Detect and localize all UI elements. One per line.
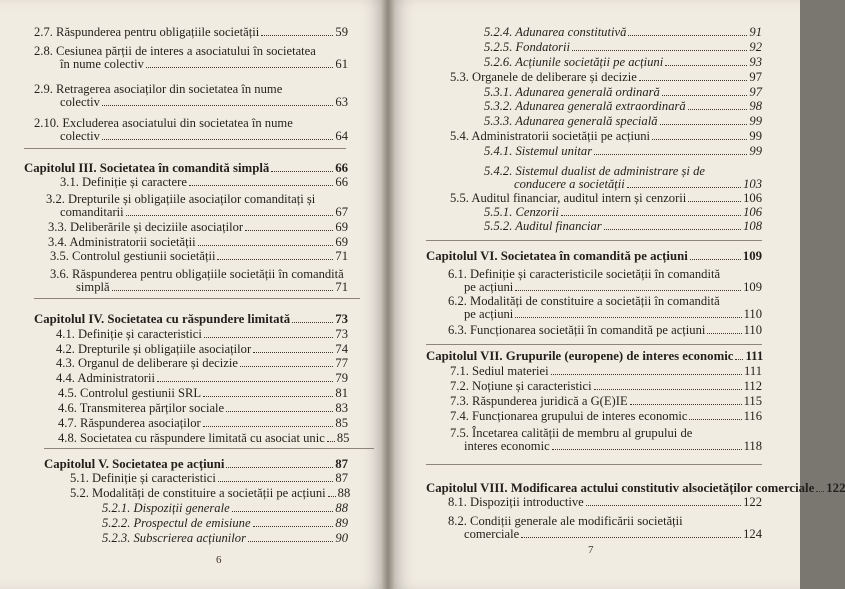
- toc-page-number: 111: [745, 349, 764, 363]
- toc-section-entry[interactable]: [448, 324, 762, 337]
- toc-entry-title: 4.8. Societatea cu răspundere limitată cu asociat unic: [58, 431, 325, 445]
- dot-leader: [240, 366, 333, 367]
- toc-page-number: 92: [749, 40, 762, 54]
- dot-leader: [157, 381, 333, 382]
- toc-page-number: 116: [743, 409, 762, 423]
- toc-entry-title: Capitolul III. Societatea în comandită simplă: [24, 161, 270, 175]
- dot-leader: [586, 505, 741, 506]
- toc-entry-title: 5.3.3. Adunarea generală specială: [484, 114, 658, 128]
- toc-section-entry[interactable]: [450, 71, 762, 84]
- toc-entry-title: 4.5. Controlul gestiunii SRL: [58, 386, 202, 400]
- toc-page-number: 71: [335, 280, 348, 294]
- toc-entry-title: Capitolul VI. Societatea în comandită pe acțiuni: [426, 249, 688, 263]
- dot-leader: [146, 67, 333, 68]
- toc-entry-title: colectiv: [60, 129, 100, 143]
- toc-entry-title: 5.3.2. Adunarea generală extraordinară: [484, 99, 686, 113]
- toc-entry-title: 4.6. Transmiterea părților sociale: [58, 401, 225, 415]
- dot-leader: [735, 359, 743, 360]
- dot-leader: [551, 374, 742, 375]
- toc-entry-title: 2.7. Răspunderea pentru obligațiile societății: [34, 25, 260, 39]
- toc-page-number: 122: [743, 495, 762, 509]
- toc-entry-title: 7.1. Sediul materiei: [450, 364, 549, 378]
- toc-section-entry[interactable]: [34, 116, 348, 143]
- toc-entry-title: 4.2. Drepturile și obligațiile asociaților: [56, 342, 252, 356]
- toc-page-number: 91: [749, 25, 762, 39]
- toc-page-number: 122: [826, 481, 845, 495]
- toc-page-number: 85: [336, 431, 350, 445]
- toc-section-entry[interactable]: [58, 387, 348, 400]
- toc-entry-title: 3.1. Definiție și caractere: [60, 175, 187, 189]
- toc-section-entry[interactable]: [56, 343, 348, 356]
- toc-entry-title: în nume colectiv: [60, 57, 144, 71]
- toc-entry-title: 5.1. Definiție și caracteristici: [70, 471, 216, 485]
- toc-page-number: 98: [749, 99, 762, 113]
- section-divider: [426, 240, 762, 241]
- toc-section-entry[interactable]: [50, 250, 348, 263]
- dot-leader: [515, 290, 741, 291]
- toc-entry-title: Capitolul V. Societatea pe acțiuni: [44, 457, 225, 471]
- dot-leader: [660, 124, 748, 125]
- toc-entry-title: Capitolul VII. Grupurile (europene) de interes economic: [426, 349, 734, 363]
- toc-section-entry[interactable]: [448, 514, 762, 541]
- section-divider: [24, 148, 346, 149]
- dot-leader: [217, 259, 333, 260]
- toc-entry-title: colectiv: [60, 95, 100, 109]
- dot-leader: [627, 187, 741, 188]
- right-page-number: 7: [588, 544, 594, 556]
- left-page: [0, 0, 388, 589]
- toc-entry-first-line: 8.2. Condiții generale ale modificării societății: [448, 514, 683, 528]
- toc-entry-first-line: 3.6. Răspunderea pentru obligațiile societății în comandită: [50, 267, 344, 281]
- toc-page-number: 106: [743, 205, 762, 219]
- toc-chapter-entry[interactable]: [44, 458, 348, 471]
- toc-page-number: 97: [749, 85, 762, 99]
- toc-subsection-entry[interactable]: [484, 100, 762, 113]
- toc-section-entry[interactable]: [450, 130, 762, 143]
- toc-entry-title: 5.2.6. Acțiunile societății pe acțiuni: [484, 55, 664, 69]
- toc-chapter-entry[interactable]: [426, 481, 845, 495]
- section-divider: [44, 448, 374, 449]
- toc-subsection-entry[interactable]: [102, 517, 348, 530]
- toc-entry-title: Capitolul IV. Societatea cu răspundere limitată: [34, 312, 291, 326]
- toc-page-number: 111: [744, 364, 762, 378]
- toc-section-entry[interactable]: [448, 496, 762, 509]
- toc-section-entry[interactable]: [48, 221, 348, 234]
- toc-entry-first-line: 2.8. Cesiunea părții de interes a asociatului în societatea: [34, 44, 316, 58]
- dot-leader: [261, 35, 333, 36]
- toc-section-entry[interactable]: [448, 267, 762, 294]
- toc-page-number: 110: [743, 323, 762, 337]
- toc-subsection-entry[interactable]: [484, 220, 762, 233]
- toc-subsection-entry[interactable]: [484, 56, 762, 69]
- toc-page-number: 99: [749, 114, 762, 128]
- toc-entry-title: 5.2.5. Fondatorii: [484, 40, 571, 54]
- section-divider: [426, 344, 762, 345]
- toc-page-number: 109: [743, 280, 762, 294]
- toc-entry-title: 4.3. Organul de deliberare și decizie: [56, 356, 238, 370]
- dot-leader: [689, 419, 741, 420]
- dot-leader: [665, 65, 747, 66]
- toc-entry-title: 5.2. Modalități de constituire a societății pe acțiuni: [70, 486, 326, 500]
- toc-page-number: 64: [335, 129, 348, 143]
- toc-entry-first-line: 7.5. Încetarea calității de membru al grupului de: [450, 426, 693, 440]
- toc-entry-title: simplă: [76, 280, 110, 294]
- toc-entry-title: comanditarii: [60, 205, 124, 219]
- toc-entry-title: 3.5. Controlul gestiunii societății: [50, 249, 216, 263]
- dot-leader: [521, 537, 741, 538]
- toc-entry-first-line: 2.9. Retragerea asociaților din societatea în nume: [34, 82, 283, 96]
- toc-entry-title: 5.4. Administratorii societății pe acțiuni: [450, 129, 651, 143]
- toc-page-number: 115: [743, 394, 762, 408]
- toc-entry-title: 4.7. Răspunderea asociaților: [58, 416, 201, 430]
- toc-page-number: 85: [335, 416, 348, 430]
- toc-entry-title: 3.4. Administratorii societății: [48, 235, 196, 249]
- toc-page-number: 87: [335, 471, 348, 485]
- dot-leader: [203, 426, 334, 427]
- toc-entry-first-line: 3.2. Drepturile și obligațiile asociaților comanditați și: [46, 192, 316, 206]
- toc-entry-first-line: 6.1. Definiție și caracteristicile societății în comandită: [448, 267, 721, 281]
- toc-page-number: 112: [743, 379, 762, 393]
- toc-subsection-entry[interactable]: [484, 41, 762, 54]
- toc-entry-title: 5.3.1. Adunarea generală ordinară: [484, 85, 660, 99]
- dot-leader: [253, 526, 334, 527]
- dot-leader: [594, 154, 747, 155]
- toc-entry-title: 7.2. Noțiune și caracteristici: [450, 379, 592, 393]
- toc-entry-title: 5.2.4. Adunarea constitutivă: [484, 25, 627, 39]
- toc-section-entry[interactable]: [58, 417, 348, 430]
- book-gutter: [382, 0, 394, 589]
- toc-section-entry[interactable]: [34, 82, 348, 109]
- dot-leader: [126, 215, 334, 216]
- dot-leader: [688, 201, 741, 202]
- toc-chapter-entry[interactable]: [24, 162, 348, 175]
- toc-section-entry[interactable]: [50, 267, 348, 294]
- toc-entry-first-line: 6.2. Modalități de constituire a societății în comandită: [448, 294, 720, 308]
- dot-leader: [572, 50, 747, 51]
- toc-page-number: 88: [337, 486, 351, 500]
- toc-section-entry[interactable]: [56, 372, 348, 385]
- toc-entry-title: 5.2.1. Dispoziții generale: [102, 501, 230, 515]
- toc-page-number: 87: [335, 457, 348, 471]
- toc-subsection-entry[interactable]: [484, 164, 762, 191]
- toc-entry-title: 3.3. Deliberările și deciziile asociaților: [48, 220, 244, 234]
- toc-section-entry[interactable]: [58, 432, 348, 445]
- dot-leader: [688, 109, 748, 110]
- toc-entry-title: 7.3. Răspunderea juridică a G(E)IE: [450, 394, 628, 408]
- dot-leader: [204, 337, 334, 338]
- toc-section-entry[interactable]: [450, 426, 762, 453]
- toc-page-number: 73: [335, 312, 348, 326]
- toc-section-entry[interactable]: [34, 26, 348, 39]
- toc-page-number: 90: [335, 531, 348, 545]
- toc-section-entry[interactable]: [450, 365, 762, 378]
- toc-chapter-entry[interactable]: [426, 350, 762, 363]
- toc-section-entry[interactable]: [70, 486, 351, 500]
- toc-section-entry[interactable]: [56, 357, 348, 370]
- dot-leader: [690, 259, 741, 260]
- toc-page-number: 66: [335, 175, 348, 189]
- toc-entry-first-line: 2.10. Excluderea asociatului din societatea în nume: [34, 116, 293, 130]
- dot-leader: [639, 80, 748, 81]
- dot-leader: [226, 467, 333, 468]
- toc-section-entry[interactable]: [46, 192, 348, 219]
- toc-page-number: 81: [335, 386, 348, 400]
- toc-page-number: 108: [743, 219, 762, 233]
- toc-entry-title: 6.3. Funcționarea societății în comandită pe acțiuni: [448, 323, 706, 337]
- toc-entry-first-line: 5.4.2. Sistemul dualist de administrare și de: [484, 164, 705, 178]
- toc-entry-title: societăților comerciale: [692, 481, 815, 495]
- dot-leader: [245, 230, 333, 231]
- dot-leader: [102, 105, 334, 106]
- toc-page-number: 69: [335, 235, 348, 249]
- toc-page-number: 103: [743, 177, 762, 191]
- toc-page-number: 67: [335, 205, 348, 219]
- dot-leader: [248, 541, 333, 542]
- toc-entry-title: 7.4. Funcționarea grupului de interes economic: [450, 409, 688, 423]
- dot-leader: [198, 245, 334, 246]
- right-page: [388, 0, 845, 589]
- toc-page-number: 71: [335, 249, 348, 263]
- toc-page-number: 106: [743, 191, 762, 205]
- toc-page-number: 93: [749, 55, 762, 69]
- toc-section-entry[interactable]: [450, 395, 762, 408]
- dot-leader: [232, 511, 334, 512]
- dot-leader: [112, 290, 334, 291]
- toc-page-number: 63: [335, 95, 348, 109]
- toc-entry-title: 5.5.2. Auditul financiar: [484, 219, 602, 233]
- toc-page-number: 110: [743, 307, 762, 321]
- dot-leader: [628, 35, 747, 36]
- dot-leader: [218, 481, 334, 482]
- toc-section-entry[interactable]: [56, 328, 348, 341]
- toc-page-number: 109: [742, 249, 762, 263]
- toc-page-number: 74: [335, 342, 348, 356]
- toc-entry-title: 5.2.3. Subscrierea acțiunilor: [102, 531, 246, 545]
- left-page-number: 6: [216, 554, 222, 566]
- dot-leader: [552, 449, 742, 450]
- toc-entry-title: 5.4.1. Sistemul unitar: [484, 144, 593, 158]
- toc-subsection-entry[interactable]: [484, 115, 762, 128]
- toc-section-entry[interactable]: [450, 410, 762, 423]
- toc-section-entry[interactable]: [70, 472, 348, 485]
- dot-leader: [203, 396, 333, 397]
- toc-subsection-entry[interactable]: [484, 26, 762, 39]
- toc-section-entry[interactable]: [34, 44, 348, 71]
- toc-subsection-entry[interactable]: [484, 86, 762, 99]
- dot-leader: [604, 229, 741, 230]
- toc-entry-title: pe acțiuni: [464, 307, 514, 321]
- toc-page-number: 77: [335, 356, 348, 370]
- dot-leader: [271, 171, 333, 172]
- toc-page-number: 59: [335, 25, 348, 39]
- toc-entry-title: 5.5.1. Cenzorii: [484, 205, 559, 219]
- toc-page-number: 61: [335, 57, 348, 71]
- dot-leader: [816, 491, 824, 492]
- toc-entry-title: conducere a societății: [514, 177, 625, 191]
- toc-page-number: 66: [335, 161, 348, 175]
- dot-leader: [189, 185, 333, 186]
- toc-page-number: 69: [335, 220, 348, 234]
- toc-entry-title: 4.4. Administratorii: [56, 371, 155, 385]
- toc-entry-title: pe acțiuni: [464, 280, 514, 294]
- toc-section-entry[interactable]: [450, 192, 762, 205]
- dot-leader: [292, 322, 333, 323]
- toc-entry-title: 5.3. Organele de deliberare și decizie: [450, 70, 637, 84]
- dot-leader: [662, 95, 748, 96]
- section-divider: [426, 464, 762, 465]
- section-divider: [34, 298, 360, 299]
- toc-subsection-entry[interactable]: [102, 532, 348, 545]
- toc-page-number: 124: [743, 527, 762, 541]
- dot-leader: [630, 404, 742, 405]
- toc-subsection-entry[interactable]: [484, 145, 762, 158]
- dot-leader: [515, 317, 741, 318]
- toc-section-entry[interactable]: [48, 236, 348, 249]
- dot-leader: [327, 441, 335, 442]
- dot-leader: [652, 139, 747, 140]
- toc-subsection-entry[interactable]: [102, 502, 348, 515]
- toc-page-number: 97: [749, 70, 762, 84]
- dot-leader: [253, 352, 333, 353]
- toc-section-entry[interactable]: [450, 380, 762, 393]
- toc-section-entry[interactable]: [448, 294, 762, 321]
- toc-page-number: 79: [335, 371, 348, 385]
- dot-leader: [561, 215, 741, 216]
- dot-leader: [226, 411, 333, 412]
- toc-section-entry[interactable]: [60, 176, 348, 189]
- toc-entry-first-line: Capitolul VIII. Modificarea actului constitutiv al: [426, 481, 693, 495]
- dot-leader: [707, 333, 741, 334]
- toc-entry-title: 5.5. Auditul financiar, auditul intern și cenzorii: [450, 191, 687, 205]
- toc-page-number: 99: [749, 129, 762, 143]
- toc-entry-title: 4.1. Definiție și caracteristici: [56, 327, 202, 341]
- toc-page-number: 118: [743, 439, 762, 453]
- toc-page-number: 89: [335, 516, 348, 530]
- dot-leader: [594, 389, 742, 390]
- toc-page-number: 73: [335, 327, 348, 341]
- dot-leader: [102, 139, 334, 140]
- toc-section-entry[interactable]: [58, 402, 348, 415]
- toc-entry-title: interes economic: [464, 439, 550, 453]
- toc-page-number: 88: [335, 501, 348, 515]
- toc-page-number: 83: [335, 401, 348, 415]
- dot-leader: [328, 496, 336, 497]
- toc-chapter-entry[interactable]: [34, 313, 348, 326]
- toc-page-number: 99: [749, 144, 762, 158]
- toc-entry-title: 5.2.2. Prospectul de emisiune: [102, 516, 251, 530]
- toc-chapter-entry[interactable]: [426, 250, 762, 263]
- toc-entry-title: 8.1. Dispoziții introductive: [448, 495, 584, 509]
- toc-entry-title: comerciale: [464, 527, 520, 541]
- toc-subsection-entry[interactable]: [484, 206, 762, 219]
